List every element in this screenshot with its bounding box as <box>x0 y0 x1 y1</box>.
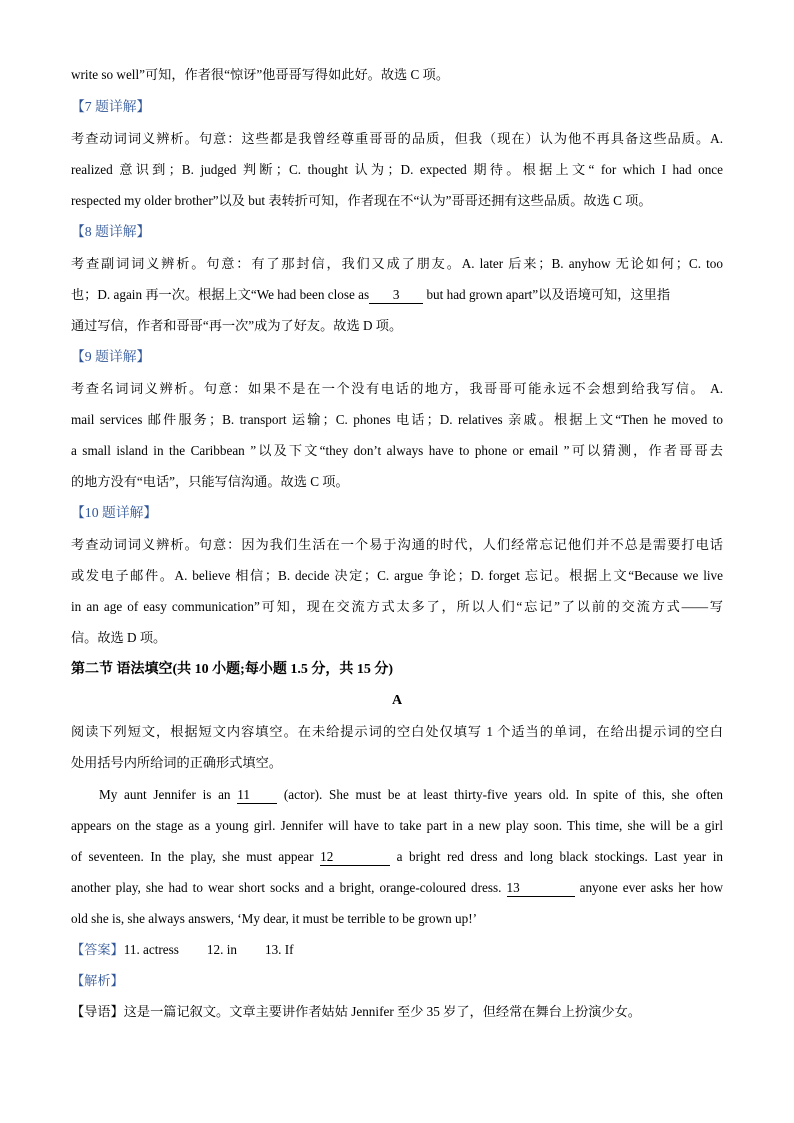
answer-11: 11. actress <box>123 942 179 957</box>
analysis-label: 【解析】 <box>71 973 124 988</box>
blank-3: 3 <box>369 287 423 304</box>
q8-line-3: 通过写信，作者和哥哥“再一次”成为了好友。故选 D 项。 <box>71 318 403 333</box>
section-2-title: 第二节 语法填空(共 10 小题;每小题 1.5 分，共 15 分) <box>71 662 393 677</box>
instructions-line-1: 阅读下列短文，根据短文内容填空。在未给提示词的空白处仅填写 1 个适当的单词，在给出提示词的空白 <box>71 724 723 739</box>
guide-text: 这是一篇记叙文。文章主要讲作者姑姑 Jennifer 至少 35 岁了，但经常在舞台上扮演少女。 <box>123 1004 641 1019</box>
blank-12: 12 <box>320 849 390 866</box>
q8-heading: 【8 题详解】 <box>71 224 151 239</box>
passage-line-1 <box>71 785 723 805</box>
passage-text: a bright red dress and long black stockings. Last year in <box>390 849 723 864</box>
q9-line-2: mail services 邮件服务；B. transport 运输；C. phones 电话；D. relatives 亲戚。根据上文“Then he moved to <box>71 412 723 427</box>
q9-heading: 【9 题详解】 <box>71 349 151 364</box>
passage-text: (actor). She must be at least thirty-five years old. In spite of this, she often <box>277 787 723 802</box>
q8-line-1: 考查副词词义辨析。句意：有了那封信，我们又成了朋友。A. later 后来；B. anyhow 无论如何；C. too <box>71 256 723 271</box>
blank-11: 11 <box>237 787 277 804</box>
passage-text: another play, she had to wear short socks and a bright, orange-coloured dress. <box>71 880 507 895</box>
passage-text: My aunt Jennifer is an <box>99 787 238 802</box>
q9-line-3: a small island in the Caribbean ”以及下文“they don’t always have to phone or email ”可以猜测，作者哥哥去 <box>71 443 723 458</box>
q8-line-2-start: 也；D. again 再一次。根据上文“We had been close as <box>71 287 370 302</box>
q7-heading: 【7 题详解】 <box>71 99 151 114</box>
passage-line-4 <box>71 878 723 898</box>
q10-line-4: 信。故选 D 项。 <box>71 630 167 645</box>
passage-text: anyone ever asks her how <box>574 880 723 895</box>
q7-line-1: 考查动词词义辨析。句意：这些都是我曾经尊重哥哥的品质，但我（现在）认为他不再具备这些品质。A. <box>71 131 723 146</box>
q10-line-3: in an age of easy communication”可知，现在交流方式太多了，所以人们“忘记”了以前的交流方式——写 <box>71 599 723 614</box>
q10-heading: 【10 题详解】 <box>71 505 158 520</box>
q7-line-3: respected my older brother”以及 but 表转折可知，作者现在不“认为”哥哥还拥有这些品质。故选 C 项。 <box>71 193 652 208</box>
answers-row <box>71 940 294 960</box>
answer-12: 12. in <box>206 942 237 957</box>
guide-label: 【导语】 <box>71 1004 124 1019</box>
q9-line-4: 的地方没有“电话”，只能写信沟通。故选 C 项。 <box>71 474 349 489</box>
answer-13: 13. If <box>264 942 294 957</box>
q6-explanation-tail: write so well”可知，作者很“惊讶”他哥哥写得如此好。故选 C 项。 <box>71 67 450 82</box>
q8-line-2 <box>71 285 670 305</box>
answers-label: 【答案】 <box>71 942 124 957</box>
guide-row <box>71 1002 641 1022</box>
blank-13: 13 <box>507 880 575 897</box>
q7-line-2: realized 意识到；B. judged 判断；C. thought 认为；D. expected 期待。根据上文“ for which I had once <box>71 162 723 177</box>
q9-line-1: 考查名词词义辨析。句意：如果不是在一个没有电话的地方，我哥哥可能永远不会想到给我写信。 A. <box>71 381 723 396</box>
passage-line-2: appears on the stage as a young girl. Jennifer will have to take part in a new play soon. This time, she will be a girl <box>71 818 723 833</box>
instructions-line-2: 处用括号内所给词的正确形式填空。 <box>71 755 282 770</box>
passage-text: of seventeen. In the play, she must appear <box>71 849 321 864</box>
q10-line-2: 或发电子邮件。A. believe 相信；B. decide 决定；C. argue 争论；D. forget 忘记。根据上文“Because we live <box>71 568 723 583</box>
q8-line-2-end: but had grown apart”以及语境可知，这里指 <box>423 287 671 302</box>
passage-line-3 <box>71 847 723 867</box>
q10-line-1: 考查动词词义辨析。句意：因为我们生活在一个易于沟通的时代，人们经常忘记他们并不总是需要打电话 <box>71 537 723 552</box>
passage-line-5: old she is, she always answers, ‘My dear, it must be terrible to be grown up!’ <box>71 911 477 926</box>
section-part-label: A <box>391 693 403 708</box>
